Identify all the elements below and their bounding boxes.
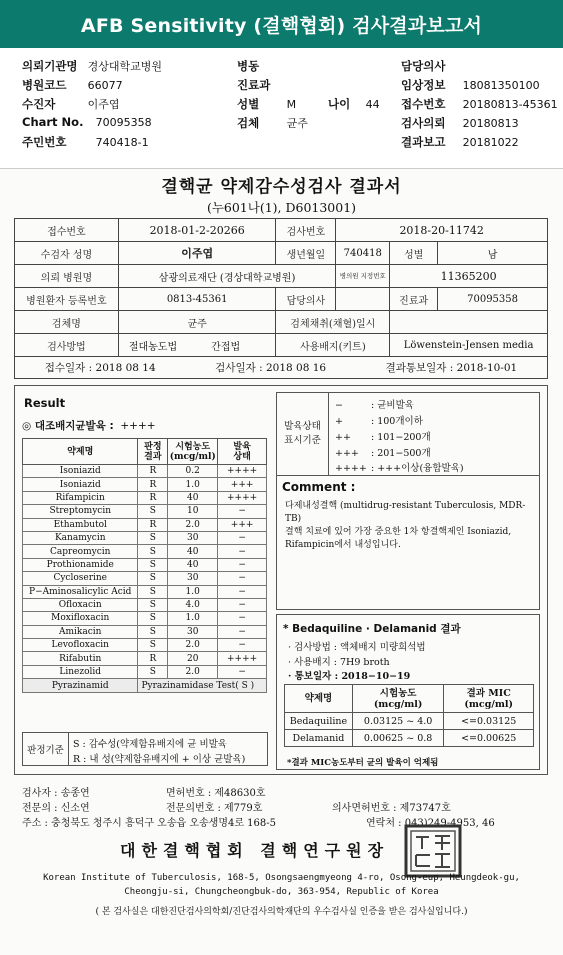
drug-concentration: 40 bbox=[168, 558, 218, 571]
drug-name: Ofloxacin bbox=[23, 598, 138, 611]
criteria-label: 판정기준 bbox=[23, 733, 69, 765]
department-value: 70095358 bbox=[438, 288, 548, 311]
drug-growth: − bbox=[218, 531, 267, 544]
drug-growth: − bbox=[218, 545, 267, 558]
header-ward-row: 병동 bbox=[237, 59, 260, 73]
info-label: 병원환자 등록번호 bbox=[15, 288, 119, 311]
drug-name: Prothionamide bbox=[23, 558, 138, 571]
drug-result: S bbox=[138, 598, 168, 611]
drug-name: Streptomycin bbox=[23, 505, 138, 518]
drug-result: S bbox=[138, 612, 168, 625]
doctor-name bbox=[336, 288, 390, 311]
drug-row bbox=[23, 665, 267, 678]
info-row bbox=[15, 219, 548, 242]
drug-table-header bbox=[23, 439, 267, 465]
drug-growth: +++ bbox=[218, 478, 267, 491]
drug-name: Moxifloxacin bbox=[23, 612, 138, 625]
growth-col-header: 발육 상태 bbox=[218, 439, 267, 465]
drug-row bbox=[23, 505, 267, 518]
drug-growth: − bbox=[218, 558, 267, 571]
drug-result: S bbox=[138, 558, 168, 571]
drug-growth: − bbox=[218, 665, 267, 678]
pyrazinamide-row bbox=[23, 679, 267, 693]
drug-result: S bbox=[138, 505, 168, 518]
mic-table-header bbox=[285, 685, 534, 713]
receipt-number: 2018-01-2-20266 bbox=[118, 219, 276, 242]
drug-concentration: 1.0 bbox=[168, 585, 218, 598]
drug-concentration: 20 bbox=[168, 652, 218, 665]
info-label: 검사번호 bbox=[276, 219, 336, 242]
drug-result: S bbox=[138, 545, 168, 558]
drug-growth: ++++ bbox=[218, 465, 267, 478]
drug-row bbox=[23, 518, 267, 531]
test-number: 2018-20-11742 bbox=[336, 219, 548, 242]
drug-growth: ++++ bbox=[218, 491, 267, 504]
drug-result: R bbox=[138, 491, 168, 504]
drug-concentration: 40 bbox=[168, 545, 218, 558]
drug-row bbox=[23, 612, 267, 625]
drug-result: R bbox=[138, 478, 168, 491]
header-request-row: 검사의뢰 20180813 bbox=[401, 116, 519, 130]
legend-row: ++ : 101−200개 bbox=[335, 432, 431, 443]
address-english-1: Korean Institute of Tuberculosis, 168-5, Osongsaengmyeong 4-ro, Osong-eup, Heungdeok-gu, bbox=[43, 873, 520, 883]
inspector: 검사자 : 송종연 bbox=[22, 788, 90, 799]
date-row bbox=[14, 356, 548, 379]
pza-test: Pyrazinamidase Test( S ) bbox=[138, 679, 267, 693]
designated-number: 11365200 bbox=[390, 265, 548, 288]
drug-table bbox=[22, 438, 267, 693]
certification-note: ( 본 검사실은 대한진단검사의학회/진단검사의학재단의 우수검사실 인증을 받은 검사실입니다.) bbox=[95, 907, 468, 917]
criteria-box bbox=[22, 732, 268, 766]
drug-growth: − bbox=[218, 505, 267, 518]
conc-col-header: 시험농도 (mcg/ml) bbox=[168, 439, 218, 465]
drug-concentration: 0.2 bbox=[168, 465, 218, 478]
drug-name: Kanamycin bbox=[23, 531, 138, 544]
info-row bbox=[15, 334, 548, 357]
info-label: 담당의사 bbox=[276, 288, 336, 311]
drug-growth: − bbox=[218, 585, 267, 598]
info-label: 생년월일 bbox=[276, 242, 336, 265]
medium-name: Löwenstein-Jensen media bbox=[390, 334, 548, 357]
drug-name: Cycloserine bbox=[23, 572, 138, 585]
drug-concentration: 2.0 bbox=[168, 639, 218, 652]
drug-row bbox=[23, 558, 267, 571]
drug-result: S bbox=[138, 585, 168, 598]
doctor-license: 의사면허번호 : 제73747호 bbox=[332, 803, 451, 814]
drug-row bbox=[23, 625, 267, 638]
drug-row bbox=[23, 639, 267, 652]
pza-name: Pyrazinamid bbox=[23, 679, 138, 693]
report-doc-title: 결핵균 약제감수성검사 결과서 bbox=[161, 177, 402, 197]
hospital-name: 삼광의료재단 (경상대학교병원) bbox=[118, 265, 336, 288]
drug-row bbox=[23, 491, 267, 504]
address-english-2: Cheongju-si, Chungcheongbuk-do, 363-954, Republic of Korea bbox=[124, 887, 439, 897]
info-row bbox=[15, 242, 548, 265]
drug-row bbox=[23, 465, 267, 478]
drug-row bbox=[23, 572, 267, 585]
mic-row: Delamanid 0.00625 ~ 0.8 <=0.00625 bbox=[285, 730, 534, 747]
drug-growth: − bbox=[218, 625, 267, 638]
method-secondary: 간접법 bbox=[211, 341, 241, 353]
header-doctor-row: 담당의사 bbox=[401, 59, 446, 73]
header-hospital-row: 의뢰기관명 경상대학교병원 bbox=[22, 59, 163, 73]
specimen-name: 균주 bbox=[118, 311, 276, 334]
drug-name: Capreomycin bbox=[23, 545, 138, 558]
mic-note: *결과 MIC농도부터 균의 발육이 억제됨 bbox=[287, 758, 439, 768]
info-row bbox=[15, 311, 548, 334]
header-dept-row: 진료과 bbox=[237, 78, 271, 92]
header-id-row: 주민번호 740418-1 bbox=[22, 135, 149, 149]
method-cell bbox=[118, 334, 276, 357]
lab-contact: 연락처 : 043)249-4953, 46 bbox=[366, 818, 495, 829]
drug-name: P−Aminosalicylic Acid bbox=[23, 585, 138, 598]
drug-concentration: 4.0 bbox=[168, 598, 218, 611]
info-label: 병의원 지정번호 bbox=[336, 265, 390, 288]
mic-row: Bedaquiline 0.03125 ~ 4.0 <=0.03125 bbox=[285, 713, 534, 730]
info-label: 의뢰 병원명 bbox=[15, 265, 119, 288]
drug-name: Amikacin bbox=[23, 625, 138, 638]
drug-row bbox=[23, 598, 267, 611]
mic-result-header: 결과 MIC (mcg/ml) bbox=[444, 685, 534, 713]
drug-row bbox=[23, 478, 267, 491]
comment-text: 다제내성결핵 (multidrug-resistant Tuberculosis, MDR-TB) 결핵 치료에 있어 가장 중요한 1차 항결핵제인 Isoniazid, Rifampicin에서 내성입니다. bbox=[285, 501, 526, 550]
drug-result: S bbox=[138, 572, 168, 585]
result-title: Result bbox=[24, 396, 66, 410]
info-label: 검사방법 bbox=[15, 334, 119, 357]
inspector-license: 면허번호 : 제48630호 bbox=[166, 788, 266, 799]
specialist-license: 전문의번호 : 제779호 bbox=[166, 803, 263, 814]
drug-result: R bbox=[138, 652, 168, 665]
bdq-medium: · 사용배지 : 7H9 broth bbox=[288, 657, 390, 668]
drug-growth: − bbox=[218, 598, 267, 611]
report-doc-subtitle: (누601나(1), D6013001) bbox=[206, 200, 357, 215]
report-title: AFB Sensitivity (결핵협회) 검사결과보고서 bbox=[80, 14, 483, 37]
criteria-r: R : 내 성(약제함유배지에 + 이상 균발육) bbox=[73, 754, 246, 765]
drug-result: S bbox=[138, 531, 168, 544]
drug-concentration: 30 bbox=[168, 531, 218, 544]
legend-row: − : 균비발육 bbox=[335, 400, 414, 411]
legend-row: + : 100개이하 bbox=[335, 416, 423, 427]
comment-title: Comment : bbox=[282, 480, 356, 494]
drug-concentration: 40 bbox=[168, 491, 218, 504]
drug-growth: − bbox=[218, 612, 267, 625]
info-label: 사용배지(키트) bbox=[276, 334, 390, 357]
report-title-bar bbox=[0, 0, 563, 48]
drug-name: Isoniazid bbox=[23, 465, 138, 478]
drug-concentration: 30 bbox=[168, 625, 218, 638]
drug-result: R bbox=[138, 518, 168, 531]
drug-name: Levofloxacin bbox=[23, 639, 138, 652]
control-growth-row: ◎ 대조배지균발육 : ++++ bbox=[22, 420, 156, 432]
drug-concentration: 2.0 bbox=[168, 518, 218, 531]
drug-col-header: 약제명 bbox=[23, 439, 138, 465]
bdq-title: * Bedaquiline · Delamanid 결과 bbox=[283, 623, 461, 635]
registration-number: 0813-45361 bbox=[118, 288, 276, 311]
mic-conc-header: 시험농도 (mcg/ml) bbox=[352, 685, 444, 713]
info-label: 성별 bbox=[390, 242, 438, 265]
drug-result: S bbox=[138, 665, 168, 678]
legend-row: +++ : 201−500개 bbox=[335, 448, 431, 459]
control-growth-value: ++++ bbox=[120, 420, 156, 432]
header-chart-row: Chart No. 70095358 bbox=[22, 115, 152, 129]
drug-concentration: 10 bbox=[168, 505, 218, 518]
info-row bbox=[15, 265, 548, 288]
info-label: 진료과 bbox=[390, 288, 438, 311]
drug-name: Rifabutin bbox=[23, 652, 138, 665]
collect-date bbox=[390, 311, 548, 334]
header-receipt-row: 접수번호 20180813-45361 bbox=[401, 97, 558, 111]
info-label: 수검자 성명 bbox=[15, 242, 119, 265]
drug-growth: +++ bbox=[218, 518, 267, 531]
official-seal-icon bbox=[404, 824, 462, 878]
header-specimen-row: 검체 균주 bbox=[237, 116, 308, 130]
received-date: 접수일자 : 2018 08 14 bbox=[44, 361, 156, 374]
growth-legend-box bbox=[276, 392, 540, 476]
info-row bbox=[15, 288, 548, 311]
lab-address: 주소 : 충청북도 청주시 흥덕구 오송읍 오송생명4로 168-5 bbox=[22, 818, 277, 829]
drug-row bbox=[23, 531, 267, 544]
header-patient-row: 수진자 이주엽 bbox=[22, 97, 120, 111]
notified-date: 결과통보일자 : 2018-10-01 bbox=[385, 361, 518, 374]
tested-date: 검사일자 : 2018 08 16 bbox=[215, 361, 327, 374]
drug-row bbox=[23, 585, 267, 598]
organization-name: 대한결핵협회 결핵연구원장 bbox=[120, 841, 390, 860]
drug-result: S bbox=[138, 639, 168, 652]
legend-row: ++++ : +++이상(융합발육) bbox=[335, 463, 464, 474]
drug-result: S bbox=[138, 625, 168, 638]
drug-concentration: 1.0 bbox=[168, 612, 218, 625]
drug-name: Ethambutol bbox=[23, 518, 138, 531]
mic-table bbox=[284, 684, 534, 747]
info-label: 검체명 bbox=[15, 311, 119, 334]
header-hospital-code-row: 병원코드 66077 bbox=[22, 78, 123, 92]
drug-name: Isoniazid bbox=[23, 478, 138, 491]
mic-drug-header: 약제명 bbox=[285, 685, 353, 713]
drug-growth: ++++ bbox=[218, 652, 267, 665]
patient-name: 이주엽 bbox=[118, 242, 276, 265]
patient-sex: 남 bbox=[438, 242, 548, 265]
header-clinical-row: 임상정보 18081350100 bbox=[401, 78, 540, 92]
bdq-notify: · 통보일자 : 2018−10−19 bbox=[288, 671, 411, 682]
drug-concentration: 1.0 bbox=[168, 478, 218, 491]
drug-growth: − bbox=[218, 572, 267, 585]
result-col-header: 판정 결과 bbox=[138, 439, 168, 465]
info-label: 검체채취(채혈)일시 bbox=[276, 311, 390, 334]
criteria-s: S : 감수성(약제함유배지에 균 비발육 bbox=[73, 739, 227, 750]
drug-growth: − bbox=[218, 639, 267, 652]
drug-row bbox=[23, 545, 267, 558]
method-primary: 절대농도법 bbox=[128, 341, 178, 353]
drug-result: R bbox=[138, 465, 168, 478]
header-sex-row: 성별 M bbox=[237, 97, 297, 111]
drug-name: Linezolid bbox=[23, 665, 138, 678]
drug-concentration: 30 bbox=[168, 572, 218, 585]
legend-label: 발육상태 표시기준 bbox=[277, 393, 329, 475]
bdq-method: · 검사방법 : 액체배지 미량희석법 bbox=[288, 642, 426, 653]
info-label: 접수번호 bbox=[15, 219, 119, 242]
header-age-row: 나이 44 bbox=[328, 97, 380, 111]
header-result-row: 결과보고 20181022 bbox=[401, 135, 519, 149]
drug-row bbox=[23, 652, 267, 665]
patient-info-table bbox=[14, 218, 548, 357]
drug-concentration: 2.0 bbox=[168, 665, 218, 678]
drug-name: Rifampicin bbox=[23, 491, 138, 504]
specialist: 전문의 : 신소연 bbox=[22, 803, 90, 814]
birth-date: 740418 bbox=[336, 242, 390, 265]
